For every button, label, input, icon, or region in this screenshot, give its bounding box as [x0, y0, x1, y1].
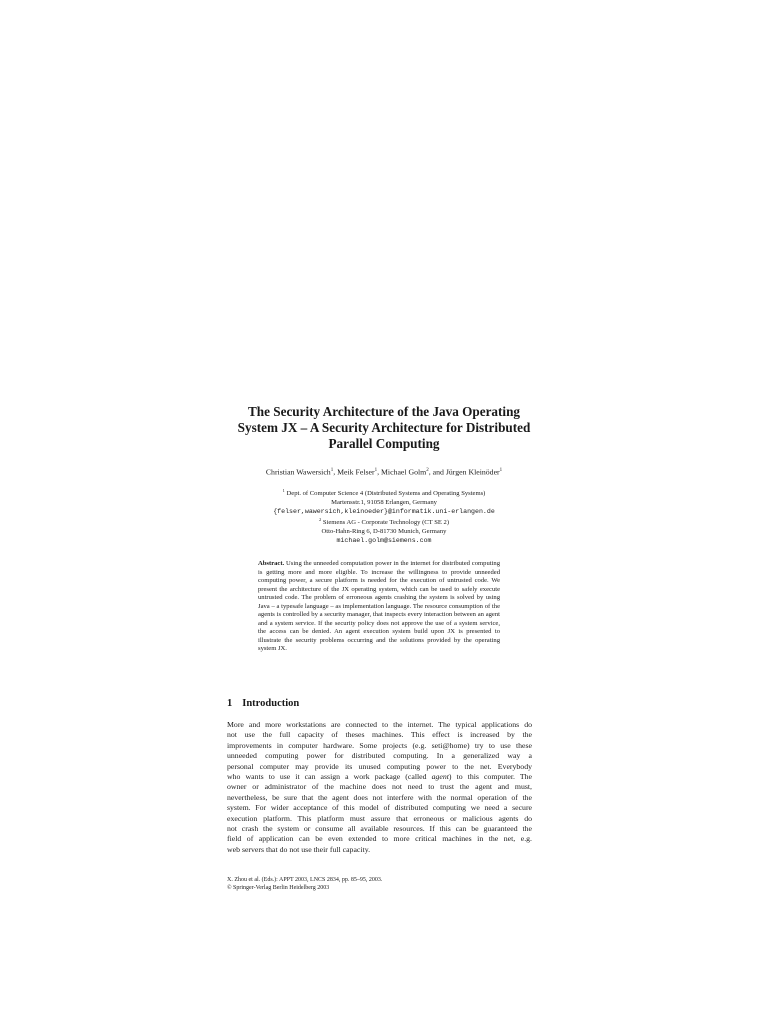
author-name: Meik Felser — [337, 467, 375, 477]
affiliation-line — [224, 516, 544, 528]
publication-footer — [227, 876, 532, 892]
affiliation-company: Siemens AG - Corporate Technology (CT SE 2) — [322, 519, 450, 527]
author-name: Christian Wawersich — [265, 467, 331, 477]
affiliation-email: michael.golm@siemens.com — [336, 536, 432, 544]
citation-line: X. Zhou et al. (Eds.): APPT 2003, LNCS 2834, pp. 85–95, 2003. — [227, 877, 383, 883]
abstract-text: Using the unneeded computation power in the internet for distributed computing is getting more and more eligible. To increase the willingness to provide unneeded computing power, a secure platform is needed for the execution of untrusted code. We present the architecture of the JX operating system, which can be used to safely execute untrusted code. The problem of erroneous agents crashing the system is solved by using Java – a typesafe language – as implementation language. The resource consumption of the agents is controlled by a security manager, that inspects every interaction between an agent and a system service. If the security policy does not approve the use of a system service, the access can be denied. An agent execution system build upon JX is presented to illustrate the security problems occurring and the solutions provided by the operating system JX. — [258, 560, 500, 652]
affiliation-line — [224, 487, 544, 499]
intro-line: not use the full capacity of theses machines. This effect is increased by the — [227, 730, 532, 740]
intro-line: nevertheless, be sure that the agent does not interfere with the normal operation of the — [227, 792, 532, 802]
abstract-label: Abstract. — [258, 560, 285, 567]
title-line: The Security Architecture of the Java Operating — [247, 404, 520, 419]
affiliation-address: Otto-Hahn-Ring 6, D-81730 Munich, Germany — [321, 528, 447, 536]
intro-line: unneeded computing power for distributed computing. In a generalized way a — [227, 751, 532, 761]
author-name: Jürgen Kleinöder — [445, 467, 500, 477]
intro-line: web servers that do not use their full capacity. — [227, 844, 371, 854]
intro-line: owner or administrator of the machine does not need to trust the agent and must, — [227, 782, 532, 792]
author-list — [224, 466, 544, 478]
emphasis-term: agent — [431, 772, 449, 782]
intro-line: execution platform. This platform must assure that erroneous or malicious agents do — [227, 813, 532, 823]
intro-line: field of application can be even extended to more critical machines in the net, e.g. — [227, 834, 532, 844]
intro-line: not crash the system or consume all available resources. If this can be guaranteed the — [227, 824, 532, 834]
intro-line: system. For wider acceptance of this model of distributed computing we need a secure — [227, 803, 532, 813]
intro-line: improvements in computer hardware. Some projects (e.g. seti@home) try to use these — [227, 740, 532, 750]
author-affil-mark: 1 — [330, 468, 334, 473]
affiliation-email: {felser,wawersich,kleinoeder}@informatik.uni-erlangen.de — [273, 507, 495, 515]
author-affil-mark: 1 — [499, 468, 503, 473]
intro-line: personal computer may provide its unused computing power to the net. Everybody — [227, 761, 532, 771]
title-line: Parallel Computing — [328, 436, 440, 451]
intro-line: More and more workstations are connected to the internet. The typical applications do — [227, 720, 532, 729]
author-name: Michael Golm — [380, 467, 427, 477]
author-separator: , — [333, 467, 338, 477]
affil-mark: 2 — [318, 517, 322, 523]
abstract — [258, 560, 500, 654]
author-separator: , and — [428, 467, 446, 477]
intro-line: who wants to use it can assign a work package (called agent) to this computer. The — [227, 772, 532, 782]
copyright-line: © Springer-Verlag Berlin Heidelberg 2003 — [227, 885, 330, 891]
section-heading — [227, 698, 299, 710]
affiliation-dept: Dept. of Computer Science 4 (Distributed Systems and Operating Systems) — [286, 490, 486, 498]
author-separator: , — [377, 467, 381, 477]
affiliation-address: Martensstr.1, 91058 Erlangen, Germany — [331, 498, 437, 506]
author-affil-mark: 1 — [374, 468, 378, 473]
section-title: Introduction — [242, 698, 300, 709]
affiliations — [224, 487, 544, 546]
paper-title — [224, 404, 544, 452]
intro-paragraph — [227, 720, 532, 855]
section-number: 1 — [227, 698, 233, 709]
author-affil-mark: 2 — [426, 468, 429, 473]
title-line: System JX – A Security Architecture for Distributed — [237, 420, 531, 435]
affil-mark: 1 — [282, 488, 285, 493]
